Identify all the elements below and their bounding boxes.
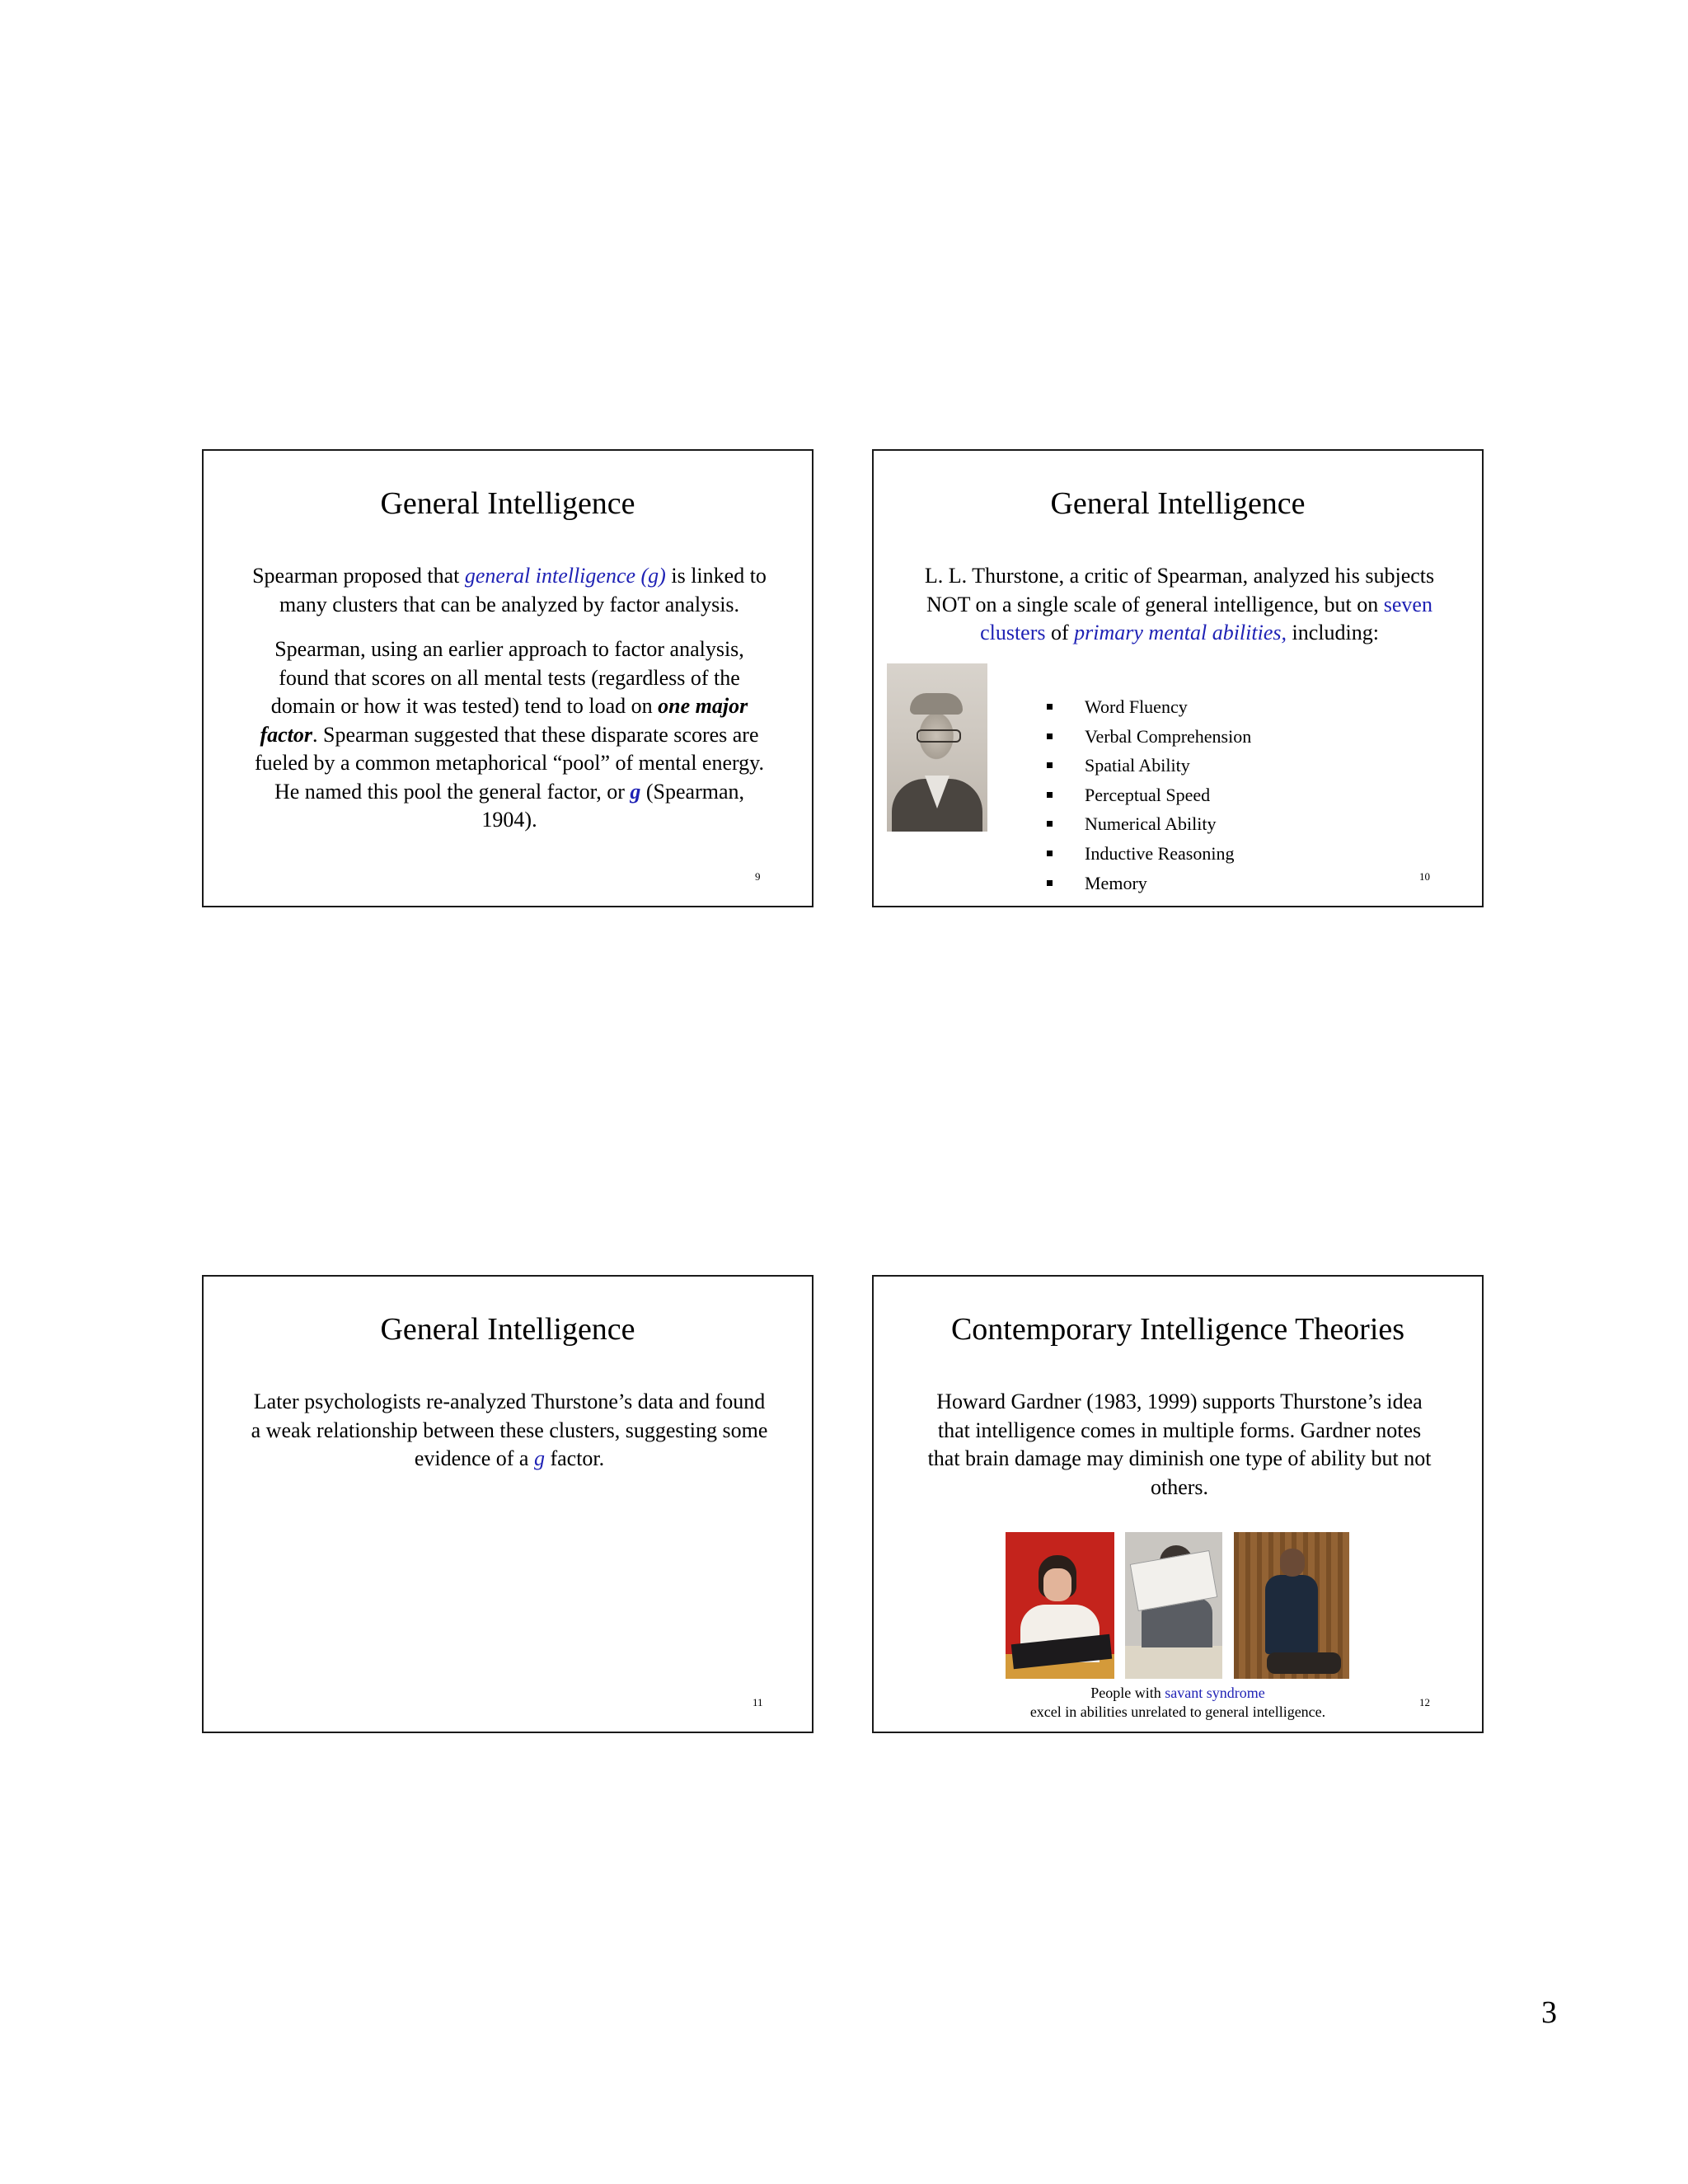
ability-item: Inductive Reasoning	[1047, 839, 1251, 869]
ability-item: Verbal Comprehension	[1047, 722, 1251, 752]
photo-caption	[874, 1684, 1482, 1722]
paragraph	[920, 562, 1439, 648]
text: Spearman, using an earlier approach to factor analysis, found that scores on all mental tests (regardless of the domain or how it was tested) tend to load on	[270, 637, 744, 718]
text: L. L. Thurstone, a critic of Spearman, analyzed his subjects NOT on a single scale of general intelligence, but on	[924, 564, 1435, 616]
paragraph	[250, 1388, 769, 1474]
abilities-list	[1047, 692, 1251, 898]
slide-number: 9	[755, 870, 761, 883]
ability-item: Word Fluency	[1047, 692, 1251, 722]
slide-title: General Intelligence	[1050, 486, 1306, 521]
ability-item: Memory	[1047, 869, 1251, 898]
ability-item: Perceptual Speed	[1047, 780, 1251, 810]
savant-photo-3	[1234, 1532, 1349, 1679]
savant-photo-2	[1125, 1532, 1222, 1679]
slide-title: Contemporary Intelligence Theories	[950, 1312, 1405, 1347]
highlight-term: g	[630, 779, 641, 804]
highlight-term: g	[533, 1446, 545, 1470]
ability-item: Numerical Ability	[1047, 809, 1251, 839]
slide-10	[872, 449, 1484, 907]
highlight-term: savant syndrome	[1165, 1685, 1265, 1701]
text: (Spearman, 1904).	[481, 779, 745, 832]
slide-12	[872, 1275, 1484, 1733]
ability-item: Spatial Ability	[1047, 751, 1251, 780]
slide-title: General Intelligence	[380, 1312, 635, 1347]
slide-body	[251, 562, 767, 835]
slide-11	[202, 1275, 814, 1733]
savant-photo-1	[1006, 1532, 1114, 1679]
text: Spearman proposed that	[252, 564, 465, 588]
text: People with	[1090, 1685, 1165, 1701]
slide-9	[202, 449, 814, 907]
highlight-term: seven clusters	[980, 592, 1432, 644]
text: of	[1045, 621, 1075, 644]
slide-title: General Intelligence	[380, 486, 635, 521]
emphasis: one major factor	[260, 694, 748, 747]
page-number: 3	[1541, 1995, 1557, 2030]
slide-number: 12	[1419, 1696, 1430, 1708]
highlight-term: general intelligence (g)	[464, 564, 666, 588]
slide-body	[920, 1388, 1439, 1502]
thurstone-portrait	[887, 663, 987, 832]
slide-number: 10	[1419, 870, 1430, 883]
slide-number: 11	[753, 1696, 763, 1708]
paragraph	[251, 635, 767, 835]
text: including:	[1286, 621, 1379, 644]
slide-body	[250, 1388, 769, 1474]
highlight-term: primary mental abilities,	[1074, 621, 1287, 644]
text: excel in abilities unrelated to general intelligence.	[1029, 1704, 1326, 1720]
paragraph	[251, 562, 767, 619]
text: factor.	[544, 1446, 605, 1470]
text: . Spearman suggested that these disparate scores are fueled by a common metaphorical “pool” of mental energy. He named this pool the general factor, or	[255, 722, 764, 804]
text: is linked to many clusters that can be analyzed by factor analysis.	[279, 564, 767, 616]
slide-body	[920, 562, 1439, 648]
text: Later psychologists re-analyzed Thurstone’s data and found a weak relationship between these clusters, suggesting some evidence of a	[251, 1390, 768, 1470]
paragraph: Howard Gardner (1983, 1999) supports Thurstone’s idea that intelligence comes in multiple forms. Gardner notes that brain damage may diminish one type of ability but not others.	[927, 1390, 1432, 1499]
